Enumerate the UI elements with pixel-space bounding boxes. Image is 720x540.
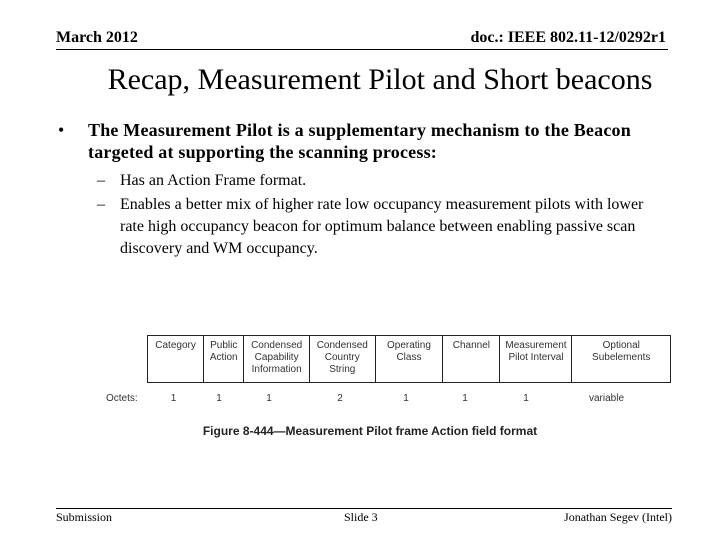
table-cell: Optional Subelements — [572, 336, 671, 383]
bullet-text: The Measurement Pilot is a supplementary mechanism to the Beacon targeted at supporting the scanning process: — [88, 120, 631, 162]
frame-format-table — [147, 335, 671, 383]
subbullet-text: Enables a better mix of higher rate low occupancy measurement pilots with lower rate high occupancy beacon for optimum balance between enabling passive scan discovery and WM occupancy. — [120, 196, 644, 257]
bullet-marker: • — [58, 120, 65, 140]
table-cell: Category — [148, 336, 204, 383]
octet-value: 1 — [266, 393, 272, 404]
table-row — [148, 336, 671, 383]
octet-value: 1 — [216, 393, 222, 404]
figure-caption: Figure 8-444—Measurement Pilot frame Action field format — [202, 424, 538, 438]
table-cell: Channel — [443, 336, 500, 383]
header-doc-id: doc.: IEEE 802.11-12/0292r1 — [470, 29, 666, 46]
table-cell: Condensed Country String — [309, 336, 375, 383]
octet-value: 1 — [462, 393, 468, 404]
octet-value: 1 — [523, 393, 529, 404]
slide-title: Recap, Measurement Pilot and Short beacons — [107, 63, 653, 96]
table-cell: Condensed Capability Information — [244, 336, 310, 383]
octet-value: 1 — [170, 393, 177, 404]
table-cell: Public Action — [204, 336, 244, 383]
subbullet-marker: – — [97, 196, 105, 213]
octet-value: 1 — [403, 393, 409, 404]
octet-value: 2 — [337, 393, 343, 404]
header-date: March 2012 — [56, 29, 138, 46]
footer-author: Jonathan Segev (Intel) — [564, 510, 672, 524]
table-cell: Operating Class — [375, 336, 443, 383]
subbullet-marker: – — [97, 172, 105, 189]
footer-submission: Submission — [56, 510, 113, 524]
table-cell: Measurement Pilot Interval — [500, 336, 572, 383]
footer-rule — [56, 508, 672, 509]
subbullet-text: Has an Action Frame format. — [120, 172, 307, 189]
octets-label: Octets: — [106, 393, 138, 404]
footer-slide-number: Slide 3 — [344, 510, 378, 524]
header-rule — [56, 49, 668, 50]
octet-value: variable — [588, 393, 625, 404]
